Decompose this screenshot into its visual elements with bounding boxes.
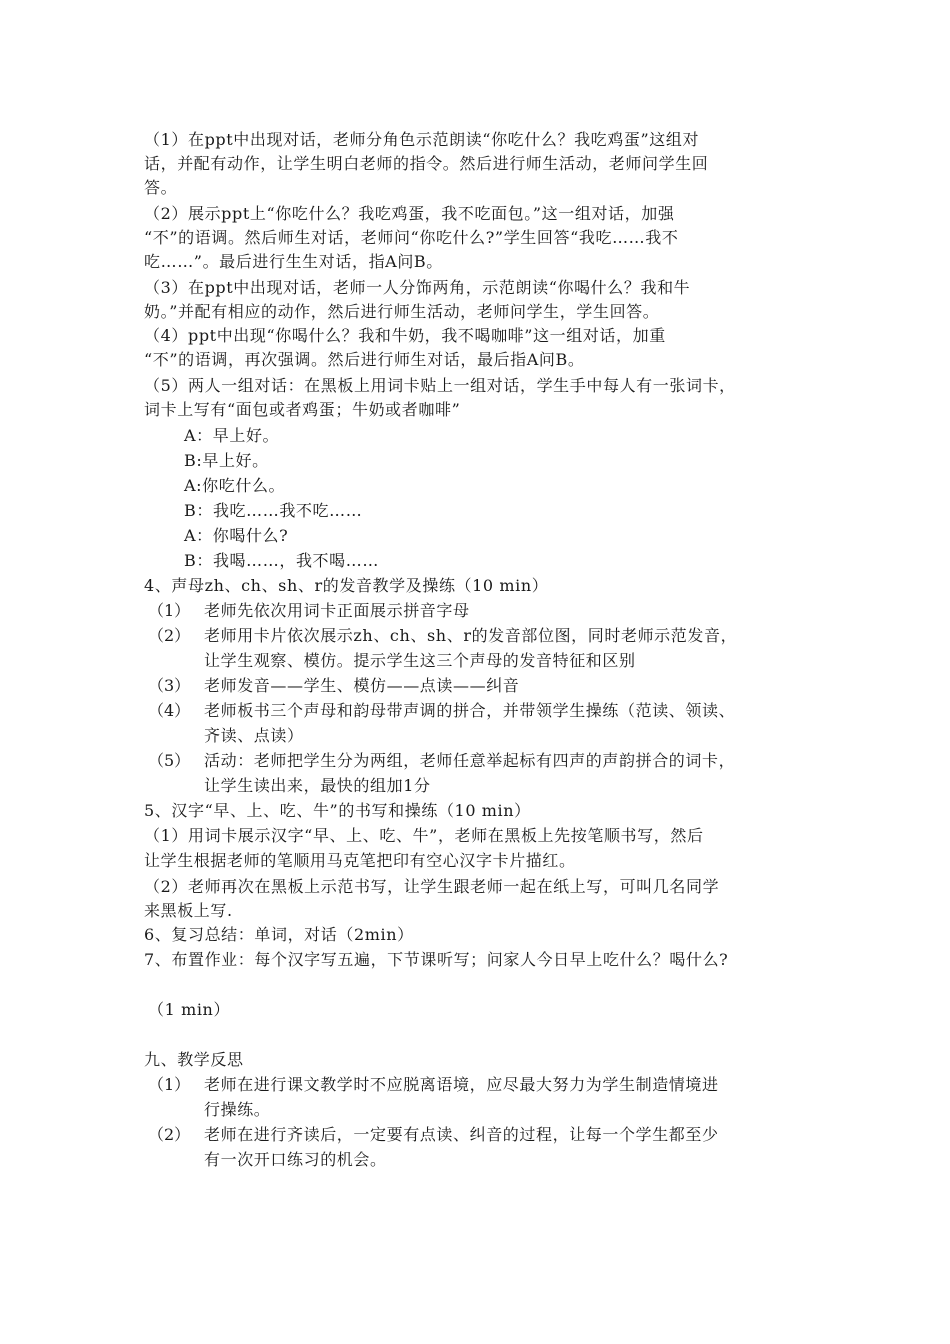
paragraph-3-1-line-3: 答。 xyxy=(144,178,178,197)
paragraph-5-2-line-2: 来黑板上写. xyxy=(144,901,233,920)
list-number: （2） xyxy=(148,1125,191,1144)
dialog-line: B:早上好。 xyxy=(184,451,269,470)
section-4-heading: 4、声母zh、ch、sh、r的发音教学及操练（10 min） xyxy=(144,576,549,595)
dialog-line: B：我喝……，我不喝…… xyxy=(184,551,379,570)
list-item-text: 活动：老师把学生分为两组，老师任意举起标有四声的声韵拼合的词卡， xyxy=(204,751,736,770)
paragraph-3-5-line-1: （5）两人一组对话：在黑板上用词卡贴上一组对话，学生手中每人有一张词卡， xyxy=(144,376,736,395)
paragraph-5-2-line-1: （2）老师再次在黑板上示范书写，让学生跟老师一起在纸上写，可叫几名同学 xyxy=(144,877,720,896)
paragraph-3-2-line-3: 吃……”。最后进行生生对话，指A问B。 xyxy=(144,252,443,271)
paragraph-3-2-line-2: “不”的语调。然后师生对话，老师问“你吃什么?”学生回答“我吃……我不 xyxy=(144,228,679,247)
list-item-text: 齐读、点读） xyxy=(204,726,304,745)
list-number: （3） xyxy=(148,676,191,695)
section-7-heading: 7、布置作业：每个汉字写五遍，下节课听写；问家人今日早上吃什么？喝什么? xyxy=(144,950,729,969)
list-number: （1） xyxy=(148,1075,191,1094)
dialog-line: A：早上好。 xyxy=(184,426,280,445)
list-number: （4） xyxy=(148,701,191,720)
list-item-text: 行操练。 xyxy=(204,1100,271,1119)
list-item-text: 老师先依次用词卡正面展示拼音字母 xyxy=(204,601,470,620)
paragraph-3-4-line-2: “不”的语调，再次强调。然后进行师生对话，最后指A问B。 xyxy=(144,350,585,369)
list-number: （1） xyxy=(148,601,191,620)
list-item-text: 让学生观察、模仿。提示学生这三个声母的发音特征和区别 xyxy=(204,651,636,670)
paragraph-3-1-line-1: （1）在ppt中出现对话，老师分角色示范朗读“你吃什么？我吃鸡蛋”这组对 xyxy=(144,130,700,149)
paragraph-3-5-line-2: 词卡上写有“面包或者鸡蛋；牛奶或者咖啡” xyxy=(144,400,461,419)
paragraph-3-4-line-1: （4）ppt中出现“你喝什么？我和牛奶，我不喝咖啡”这一组对话，加重 xyxy=(144,326,666,345)
list-number: （5） xyxy=(148,751,191,770)
list-item-text: 老师在进行课文教学时不应脱离语境，应尽最大努力为学生制造情境进 xyxy=(204,1075,719,1094)
paragraph-3-3-line-2: 奶。”并配有相应的动作，然后进行师生活动，老师问学生，学生回答。 xyxy=(144,302,660,321)
list-item-text: 让学生读出来，最快的组加1分 xyxy=(204,776,431,795)
list-item-text: 老师在进行齐读后，一定要有点读、纠音的过程，让每一个学生都至少 xyxy=(204,1125,719,1144)
paragraph-3-2-line-1: （2）展示ppt上“你吃什么？我吃鸡蛋，我不吃面包。”这一组对话，加强 xyxy=(144,204,675,223)
list-number: （2） xyxy=(148,626,191,645)
section-6-heading: 6、复习总结：单词，对话（2min） xyxy=(144,925,414,944)
section-7-time: （1 min） xyxy=(148,1000,231,1019)
paragraph-3-1-line-2: 话，并配有动作，让学生明白老师的指令。然后进行师生活动，老师问学生回 xyxy=(144,154,709,173)
list-item-text: 有一次开口练习的机会。 xyxy=(204,1150,387,1169)
list-item-text: 老师发音——学生、模仿——点读——纠音 xyxy=(204,676,520,695)
paragraph-3-3-line-1: （3）在ppt中出现对话，老师一人分饰两角，示范朗读“你喝什么？我和牛 xyxy=(144,278,691,297)
dialog-line: B：我吃……我不吃…… xyxy=(184,501,363,520)
dialog-line: A：你喝什么? xyxy=(184,526,289,545)
list-item-text: 老师用卡片依次展示zh、ch、sh、r的发音部位图，同时老师示范发音， xyxy=(204,626,738,645)
paragraph-5-1-line-1: （1）用词卡展示汉字“早、上、吃、牛”，老师在黑板上先按笔顺书写，然后 xyxy=(144,826,704,845)
dialog-line: A:你吃什么。 xyxy=(184,476,286,495)
paragraph-5-1-line-2: 让学生根据老师的笔顺用马克笔把印有空心汉字卡片描红。 xyxy=(144,851,576,870)
section-9-heading: 九、教学反思 xyxy=(144,1050,244,1069)
list-item-text: 老师板书三个声母和韵母带声调的拼合，并带领学生操练（范读、领读、 xyxy=(204,701,736,720)
section-5-heading: 5、汉字“早、上、吃、牛”的书写和操练（10 min） xyxy=(144,801,531,820)
